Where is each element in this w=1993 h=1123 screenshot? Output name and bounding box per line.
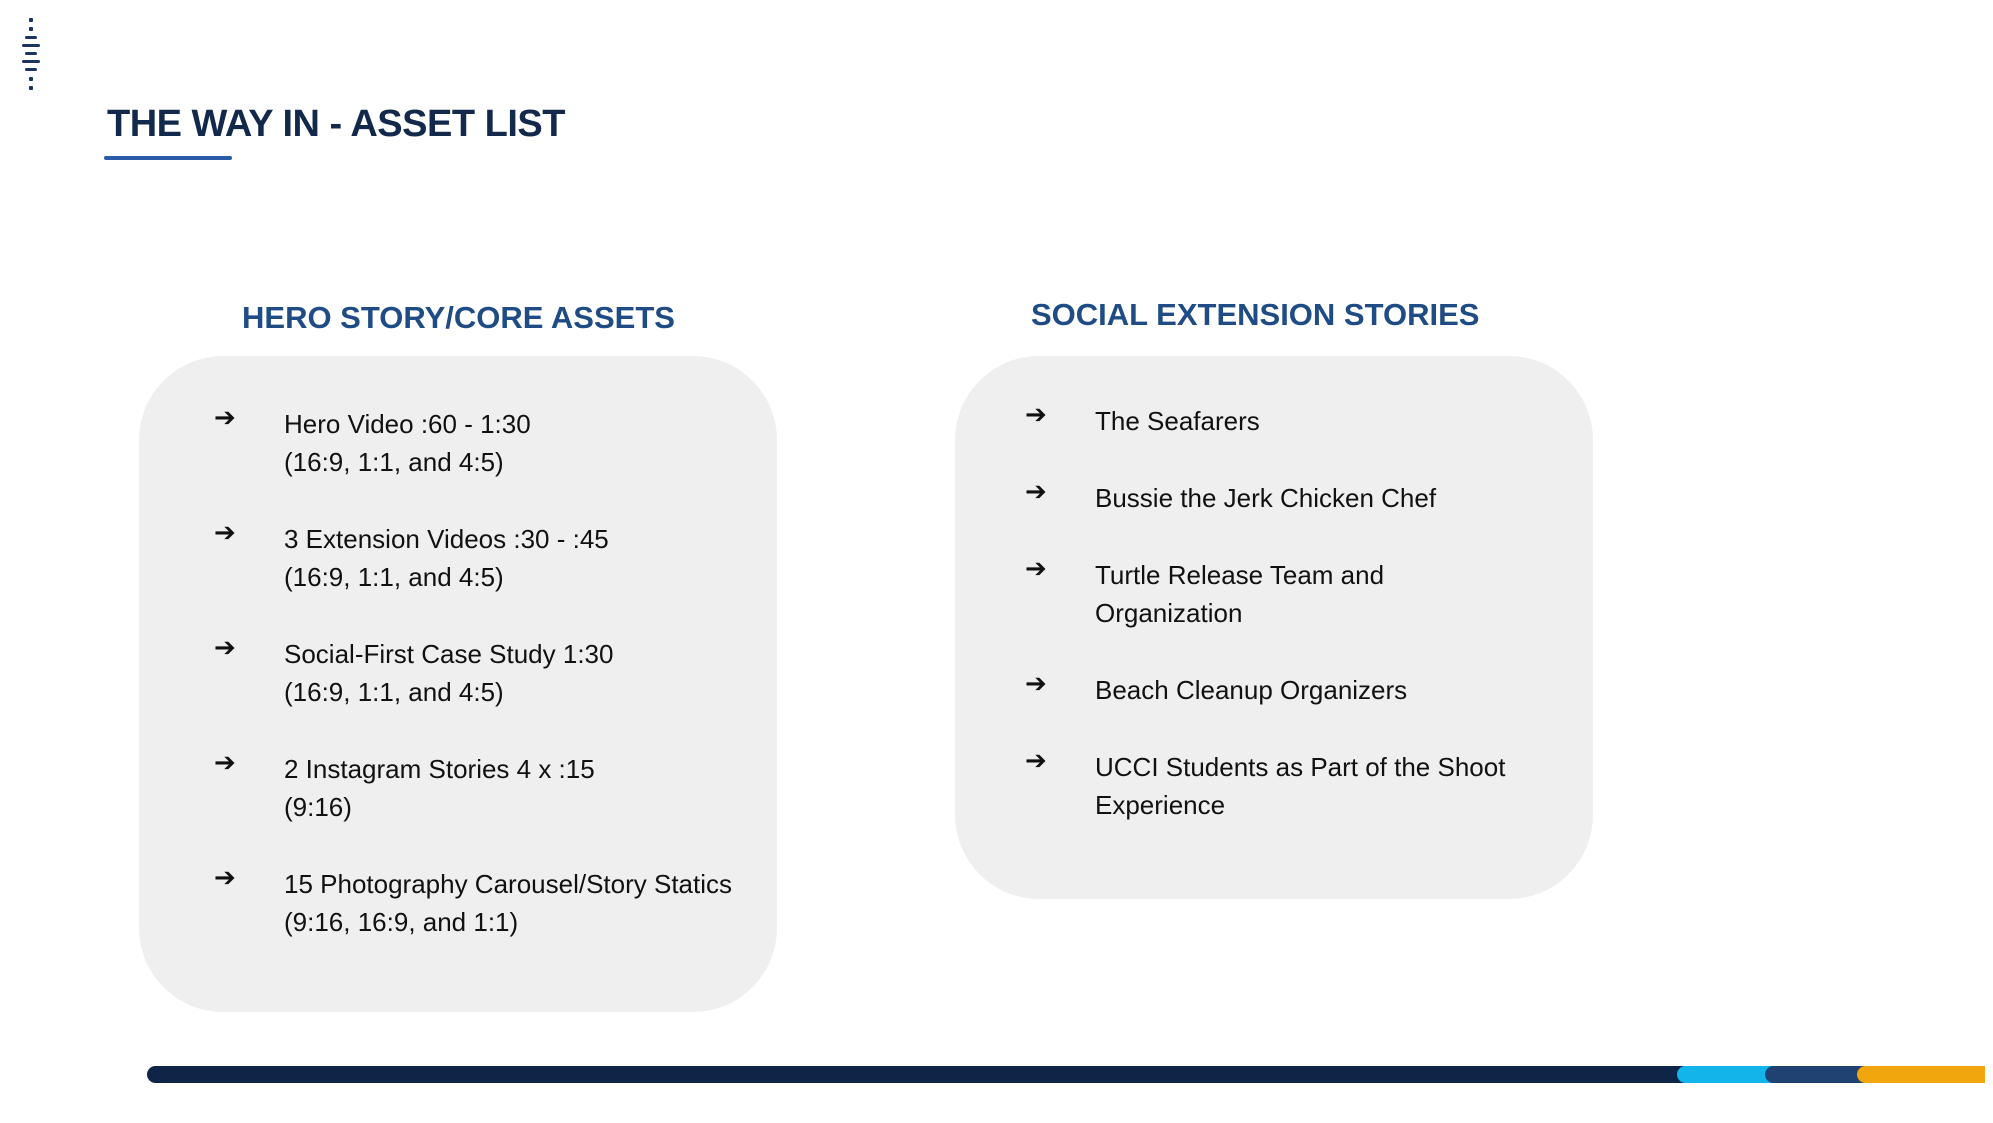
list-item [1023,479,1436,517]
list-item-title: UCCI Students as Part of the Shoot [1095,752,1506,782]
list-item-title: Social-First Case Study 1:30 [284,639,614,669]
title-underline [104,156,232,160]
list-item-title: Bussie the Jerk Chicken Chef [1095,483,1437,513]
social-extension-heading: SOCIAL EXTENSION STORIES [1031,297,1480,332]
bar-segment-blue [1765,1066,1865,1083]
list-item-text [284,405,531,481]
right-arrow-icon: ➔ [1025,746,1047,776]
right-arrow-icon: ➔ [214,403,236,433]
list-item-detail: (16:9, 1:1, and 4:5) [284,677,504,707]
list-item-text [1095,556,1384,632]
list-item-title: 2 Instagram Stories 4 x :15 [284,754,595,784]
right-arrow-icon: ➔ [214,518,236,548]
list-item-title: Beach Cleanup Organizers [1095,675,1408,705]
page-title: THE WAY IN - ASSET LIST [107,103,565,145]
list-item [212,635,613,711]
list-item-detail: Experience [1095,790,1226,820]
right-arrow-icon: ➔ [214,863,236,893]
list-item-title: Turtle Release Team and [1095,560,1385,590]
list-item-detail: (16:9, 1:1, and 4:5) [284,562,504,592]
hero-assets-heading: HERO STORY/CORE ASSETS [242,300,675,335]
list-item-text [284,865,732,941]
list-item-title: Hero Video :60 - 1:30 [284,409,531,439]
list-item [1023,748,1505,824]
list-item-text [1095,402,1260,440]
list-item-detail: Organization [1095,598,1243,628]
list-item [212,750,595,826]
list-item [1023,671,1407,709]
list-item-text [284,750,595,826]
list-item-text [1095,479,1436,517]
right-arrow-icon: ➔ [1025,400,1047,430]
bar-segment-cyan [1677,1066,1773,1083]
right-arrow-icon: ➔ [1025,554,1047,584]
right-arrow-icon: ➔ [1025,669,1047,699]
bar-segment-orange [1857,1066,1985,1083]
list-item [1023,402,1260,440]
right-arrow-icon: ➔ [1025,477,1047,507]
list-item [212,865,732,941]
bar-segment-navy [147,1066,1685,1083]
right-arrow-icon: ➔ [214,748,236,778]
list-item-title: 3 Extension Videos :30 - :45 [284,524,609,554]
right-arrow-icon: ➔ [214,633,236,663]
list-item-detail: (9:16, 16:9, and 1:1) [284,907,519,937]
list-item [212,405,531,481]
list-item-text [284,520,609,596]
list-item-detail: (9:16) [284,792,352,822]
list-item-title: 15 Photography Carousel/Story Statics [284,869,733,899]
list-item-text [1095,671,1407,709]
list-item-detail: (16:9, 1:1, and 4:5) [284,447,504,477]
list-item-title: The Seafarers [1095,406,1260,436]
logo-icon [18,18,44,94]
list-item-text [1095,748,1505,824]
list-item-text [284,635,613,711]
bottom-accent-bar [147,1066,1993,1083]
list-item [212,520,609,596]
list-item [1023,556,1384,632]
